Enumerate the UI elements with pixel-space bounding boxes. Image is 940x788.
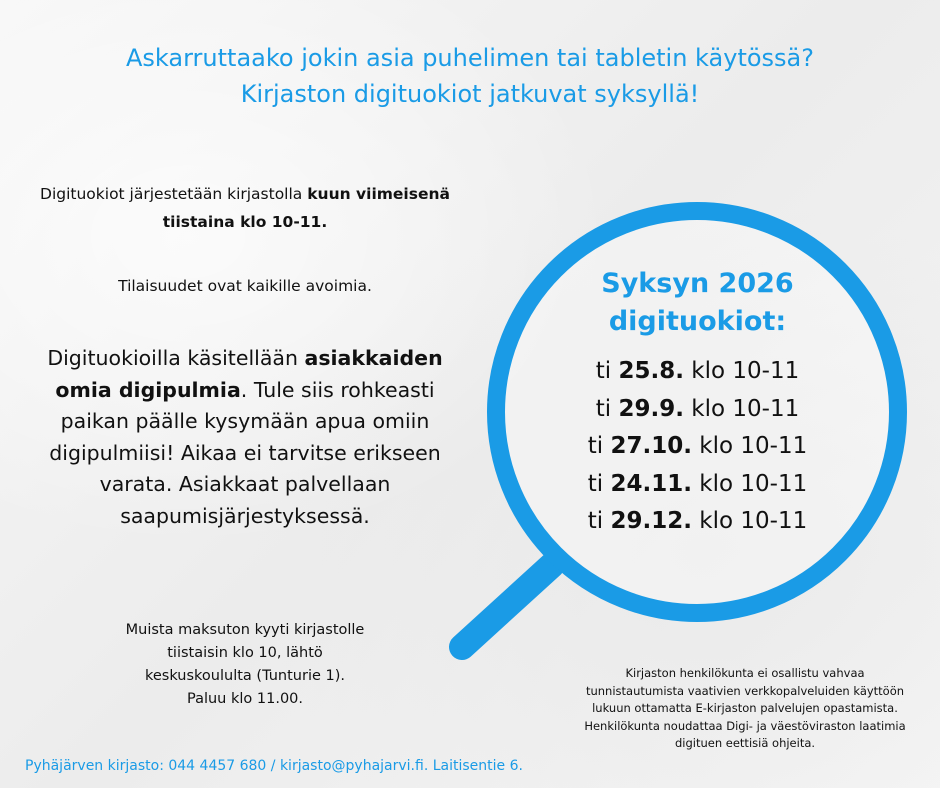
date-day: ti [587,508,611,534]
date-value: 27.10. [610,433,692,459]
schedule-date-row [545,503,850,541]
schedule-title-line1: Syksyn 2026 [601,268,794,299]
date-time: klo 10-11 [683,358,800,384]
footer-contact: Pyhäjärven kirjasto: 044 4457 680 / kirjasto@pyhajarvi.fi. Laitisentie 6. [25,758,523,774]
date-day: ti [595,358,619,384]
main-text-bold: asiakkaiden omia digipulmia [55,346,443,402]
date-value: 29.9. [618,395,684,422]
intro-text-start: Digituokiot järjestetään kirjastolla [40,185,308,203]
schedule-date-row [545,466,850,504]
ride-line3: keskuskoululta (Tunturie 1). [145,668,345,684]
date-day: ti [587,433,611,459]
disclaimer-text: Kirjaston henkilökunta ei osallistu vahvaa tunnistautumista vaativien verkkopalveluiden käyttöön lukuun ottamatta E-kirjaston palvelujen opastamista. Henkilökunta noudattaa Digi- ja väestöviraston laatimia digituen eettisiä ohjeita. [584,666,906,750]
schedule-title-line2: digituokiot: [608,306,787,337]
magnifier-handle [462,565,552,647]
schedule-date-row [545,428,850,466]
date-time: klo 10-11 [691,470,808,497]
ride-line2: tiistaisin klo 10, lähtö [167,645,323,661]
headline-line2: Kirjaston digituokiot jatkuvat syksyllä! [240,80,700,108]
schedule-date-row [545,391,850,429]
date-time: klo 10-11 [691,508,808,534]
date-time: klo 10-11 [691,433,808,459]
date-value: 25.8. [618,358,684,384]
ride-line1: Muista maksuton kyyti kirjastolle [125,622,365,638]
open-to-all-text: Tilaisuudet ovat kaikille avoimia. [118,277,372,295]
schedule-panel [545,265,850,541]
main-text-rest: . Tule siis rohkeasti paikan päälle kysymään apua omiin digipulmiisi! Aikaa ei tarvitse erikseen varata. Asiakkaat palvellaan saapumisjärjestyksessä. [49,377,441,528]
date-day: ti [587,470,611,497]
schedule-title [545,265,850,341]
headline-line1: Askarruttaako jokin asia puhelimen tai tabletin käytössä? [126,44,814,72]
date-time: klo 10-11 [683,395,800,422]
date-day: ti [595,395,619,422]
date-value: 24.11. [610,470,692,497]
main-text-start: Digituokioilla käsitellään [47,346,305,370]
schedule-date-row [545,353,850,391]
date-value: 29.12. [610,508,692,534]
ride-line4: Paluu klo 11.00. [186,691,304,707]
intro-bold: kuun viimeisenä tiistaina klo 10-11. [162,185,450,231]
schedule-dates [545,353,850,541]
